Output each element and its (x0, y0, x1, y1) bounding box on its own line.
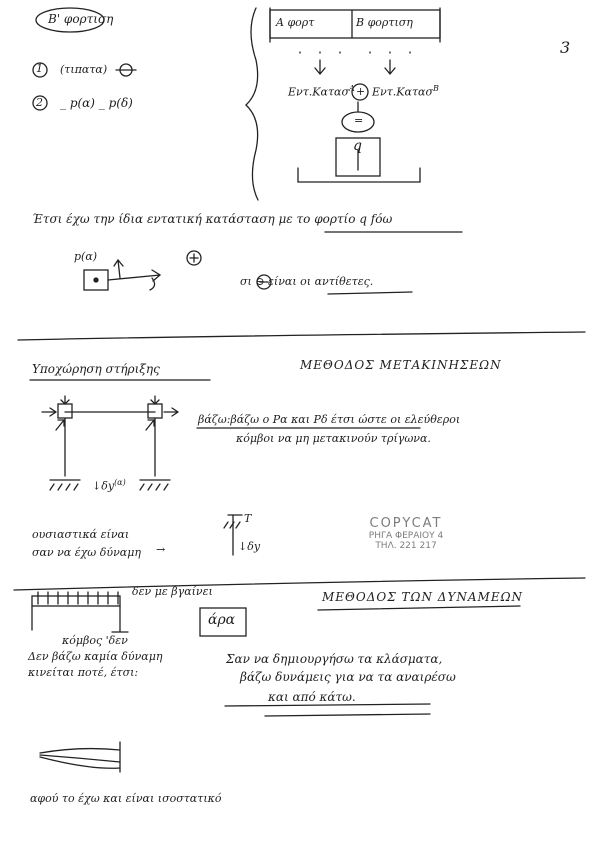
section3-arrow: → (156, 543, 166, 556)
section4-note-top: δεν με βγαίνει (132, 585, 213, 598)
section2-p-label: p(α) (74, 250, 98, 263)
section2-minus-line: σι ⊖ είναι οι αντίθετες. (240, 275, 374, 288)
section4-right-heading: ΜΕΘΟΔΟΣ ΤΩΝ ΔΥΝΑΜΕΩΝ (322, 590, 524, 604)
section4-left-line1: κόμβος 'δεν (62, 634, 128, 647)
section1-heading: B' φορτιση (48, 12, 114, 26)
item2-number: 2 (36, 96, 43, 109)
section3-left-heading: Υποχώρηση στήριξης (32, 362, 160, 376)
section3-bottom-line1: ουσιαστικά είναι (32, 528, 130, 541)
diagram-sum-left: Εντ.Κατασ$^A$ (288, 84, 355, 99)
section3-dy-label: $↓\delta y^{(\alpha)}$ (92, 478, 126, 493)
page-number: 3 (560, 38, 571, 57)
section4-ara-box: άρα (208, 612, 236, 628)
section3-bottom-line2: σαν να έχω δύναμη (32, 546, 141, 559)
diagram-label-b: B φορτιση (356, 16, 413, 29)
item2-text: _ p(α) _ p(δ) (60, 96, 133, 110)
section3-right-heading: ΜΕΘΟΔΟΣ ΜΕΤΑΚΙΝΗΣΕΩΝ (300, 358, 502, 372)
section3-note-line2: κόμβοι να μη μετακινούν τρίγωνα. (236, 432, 431, 445)
diagram-equals: = (354, 114, 364, 127)
diagram-label-a: A φορτ (276, 16, 315, 29)
large-brace (246, 8, 258, 200)
item1-number: 1 (36, 62, 43, 75)
section4-text-line3: και από κάτω. (268, 690, 356, 704)
diagram-sum-right: Εντ.Κατασ$^B$ (372, 84, 439, 99)
section4-bottom-line: αφού το έχω και είναι ισοστατικό (30, 792, 222, 805)
section2-line1: Έτσι έχω την ίδια εντατική κατάσταση με το φορτίο q fόω (32, 212, 393, 226)
section4-left-line2: Δεν βάζω καμία δύναμη (28, 650, 163, 663)
section3-symbol-dy: ↓δy (238, 540, 261, 553)
item1-text: (τιπατα) (60, 63, 108, 76)
section3-symbol-T: T (244, 512, 252, 525)
copycat-stamp: COPYCAT ΡΗΓΑ ΦΕΡΑΙΟΥ 4 ΤΗΛ. 221 217 (368, 516, 444, 551)
section4-text-line1: Σαν να δημιουργήσω τα κλάσματα, (226, 652, 443, 666)
section3-note-line1: βάζω:βάζω ο Ρα και Ρδ έτσι ώστε οι ελεύθεροι (198, 413, 461, 426)
section4-left-line3: κινείται ποτέ, έτσι: (28, 666, 139, 679)
section4-text-line2: βάζω δυνάμεις για να τα αναιρέσω (240, 670, 456, 684)
diagram-load-q: q (353, 138, 362, 154)
diagram-plus: + (356, 85, 366, 98)
